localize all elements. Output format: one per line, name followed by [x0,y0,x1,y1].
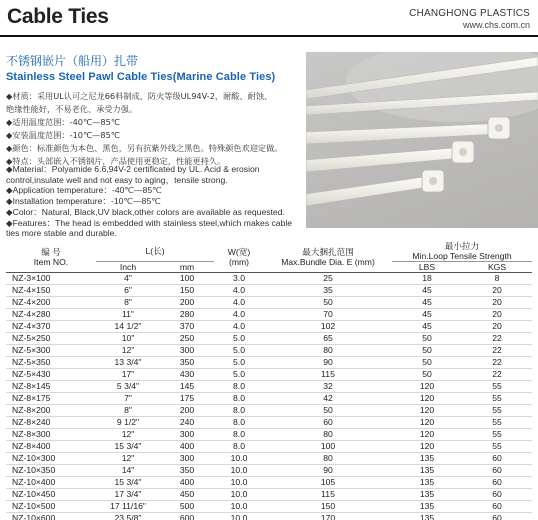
cell-bundle: 35 [264,285,392,297]
cell-item: NZ-10×300 [6,453,96,465]
cell-item: NZ-10×350 [6,465,96,477]
feature-cn-item: ◆适用温度范围：-40℃—85℃ [6,117,120,128]
header-lbs: LBS [392,262,462,273]
product-title-cn: 不锈钢嵌片（船用）扎带 [6,54,139,68]
feature-cn-item: 绝缘性能好，不易老化、承受力强。 [6,104,138,115]
feature-en-item: ◆Installation temperature：-10℃—85℃ [6,196,161,207]
cell-lbs: 135 [392,465,462,477]
table-row [6,453,532,465]
cell-inch: 11" [96,309,160,321]
header-bundle [264,241,392,273]
cell-item: NZ-3×100 [6,273,96,285]
header-kgs: KGS [462,262,532,273]
cell-mm: 350 [160,357,214,369]
cell-mm: 400 [160,477,214,489]
features-cn [6,90,306,169]
cell-mm: 350 [160,465,214,477]
cell-lbs: 135 [392,501,462,513]
header-bundle-en: Max.Bundle Dia. E (mm) [281,256,375,267]
cell-kgs: 22 [462,333,532,345]
cell-mm: 370 [160,321,214,333]
cell-kgs: 55 [462,393,532,405]
cell-kgs: 60 [462,453,532,465]
cell-inch: 5 3/4" [96,381,160,393]
feature-en-item: ◆Material：Polyamide 6.6,94V-2 certificated by UL. Acid & erosion [6,164,260,174]
cell-mm: 200 [160,297,214,309]
cell-lbs: 120 [392,441,462,453]
cell-kgs: 20 [462,285,532,297]
cell-mm: 400 [160,441,214,453]
cell-width: 10.0 [214,501,264,513]
spec-table [6,241,532,520]
page-title: Cable Ties [7,5,109,28]
header-length: L(长) [145,246,165,256]
cell-item: NZ-4×370 [6,321,96,333]
feature-en-item: ◆Features：The head is embedded with stainless steel,which makes cable [6,217,293,228]
header-tensile-cn: 最小拉力 [444,241,480,251]
cell-kgs: 20 [462,297,532,309]
cell-kgs: 22 [462,357,532,369]
table-row [6,441,532,453]
cell-mm: 300 [160,345,214,357]
cell-bundle: 25 [264,273,392,285]
cell-bundle: 102 [264,321,392,333]
cell-item: NZ-8×175 [6,393,96,405]
header-width [214,241,264,273]
cell-inch: 10" [96,333,160,345]
header-item-en: Item NO. [33,256,69,267]
feature-en-item: control,insulate well and not easy to aging，tensile strong. [6,174,228,185]
company-website: www.chs.com.cn [462,20,530,30]
cell-lbs: 50 [392,357,462,369]
cell-inch: 14 1/2" [96,321,160,333]
cell-inch: 4" [96,273,160,285]
table-row [6,273,532,285]
cell-inch: 15 3/4" [96,441,160,453]
cell-lbs: 120 [392,405,462,417]
cell-lbs: 135 [392,489,462,501]
cell-width: 10.0 [214,489,264,501]
header-inch: Inch [96,262,160,273]
cell-bundle: 80 [264,453,392,465]
cable-ties-product-photo-icon [306,52,538,228]
feature-cn-item: ◆颜色：标准颜色为本色、黑色，另有抗紫外线之黑色。特殊颜色欢迎定做。 [6,143,283,154]
cell-width: 4.0 [214,321,264,333]
cell-bundle: 100 [264,441,392,453]
cell-item: NZ-8×240 [6,417,96,429]
table-row [6,333,532,345]
cell-item: NZ-5×430 [6,369,96,381]
cell-bundle: 50 [264,405,392,417]
cell-inch: 14" [96,465,160,477]
feature-cn-item: ◆安装温度范围：-10℃—85℃ [6,130,120,141]
table-row [6,369,532,381]
cell-mm: 200 [160,405,214,417]
cell-width: 10.0 [214,453,264,465]
table-row [6,321,532,333]
cell-lbs: 45 [392,285,462,297]
product-title-en: Stainless Steel Pawl Cable Ties(Marine Cable Ties) [6,71,276,83]
cell-kgs: 55 [462,405,532,417]
header-item [6,241,96,273]
cell-width: 8.0 [214,393,264,405]
cell-bundle: 80 [264,429,392,441]
header-rule [0,35,538,37]
cell-mm: 430 [160,369,214,381]
cell-bundle: 150 [264,501,392,513]
cell-lbs: 135 [392,477,462,489]
cell-kgs: 60 [462,489,532,501]
cell-width: 8.0 [214,429,264,441]
cell-item: NZ-8×300 [6,429,96,441]
cell-mm: 100 [160,273,214,285]
cell-item: NZ-10×600 [6,513,96,520]
cell-lbs: 135 [392,453,462,465]
cell-bundle: 32 [264,381,392,393]
cell-mm: 150 [160,285,214,297]
cell-kgs: 22 [462,369,532,381]
header-width-unit: (mm) [228,256,250,267]
cell-mm: 240 [160,417,214,429]
cable-ties-photo [306,52,538,228]
cell-item: NZ-4×200 [6,297,96,309]
cell-inch: 9 1/2" [96,417,160,429]
cell-mm: 145 [160,381,214,393]
cell-inch: 7" [96,393,160,405]
cell-kgs: 60 [462,465,532,477]
cell-kgs: 55 [462,381,532,393]
cell-width: 10.0 [214,465,264,477]
cell-kgs: 8 [462,273,532,285]
cell-bundle: 50 [264,297,392,309]
cell-lbs: 45 [392,321,462,333]
header-width-cn: W(宽) [227,246,251,257]
cell-inch: 23 5/8" [96,513,160,520]
cell-width: 5.0 [214,369,264,381]
cell-item: NZ-8×200 [6,405,96,417]
brand-block [409,8,530,30]
cell-inch: 12" [96,345,160,357]
cell-inch: 13 3/4" [96,357,160,369]
header-tensile-en: Min.Loop Tensile Strength [412,251,512,261]
cell-kgs: 20 [462,309,532,321]
cell-lbs: 50 [392,369,462,381]
cell-bundle: 90 [264,357,392,369]
cell-mm: 175 [160,393,214,405]
cell-lbs: 50 [392,333,462,345]
header-item-cn: 编 号 [41,246,61,257]
table-row [6,393,532,405]
cell-item: NZ-8×400 [6,441,96,453]
cell-item: NZ-5×250 [6,333,96,345]
feature-en-item: ◆Color：Natural, Black,UV black,other colors are available as requested. [6,206,285,217]
cell-kgs: 60 [462,477,532,489]
cell-width: 5.0 [214,333,264,345]
cell-inch: 15 3/4" [96,477,160,489]
cell-width: 10.0 [214,513,264,520]
cell-bundle: 115 [264,369,392,381]
cell-width: 10.0 [214,477,264,489]
feature-cn-item: ◆特点：头部嵌入不锈钢片，产品使用更稳定，性能更持久。 [6,156,226,167]
cell-item: NZ-5×350 [6,357,96,369]
cell-lbs: 120 [392,429,462,441]
cell-lbs: 120 [392,381,462,393]
cell-item: NZ-4×280 [6,309,96,321]
cell-kgs: 55 [462,441,532,453]
cell-mm: 600 [160,513,214,520]
company-name: CHANGHONG PLASTICS [409,8,530,19]
cell-width: 8.0 [214,381,264,393]
cell-width: 8.0 [214,405,264,417]
feature-cn-item: ◆材质：采用UL认可之尼龙66料制成，防火等级UL94V-2，耐酸、耐蚀、 [6,91,273,101]
cell-kgs: 60 [462,513,532,520]
table-row [6,345,532,357]
cell-kgs: 60 [462,501,532,513]
cell-bundle: 80 [264,345,392,357]
cell-bundle: 115 [264,489,392,501]
cell-lbs: 120 [392,393,462,405]
cell-width: 5.0 [214,357,264,369]
cell-mm: 500 [160,501,214,513]
cell-bundle: 105 [264,477,392,489]
cell-bundle: 42 [264,393,392,405]
cell-item: NZ-10×400 [6,477,96,489]
table-row [6,357,532,369]
cell-inch: 17 11/16" [96,501,160,513]
cell-kgs: 22 [462,345,532,357]
feature-en-item: ties more stable and durable. [6,228,117,239]
spec-table-body [6,273,532,520]
cell-width: 8.0 [214,441,264,453]
cell-mm: 280 [160,309,214,321]
cell-kgs: 20 [462,321,532,333]
cell-item: NZ-8×145 [6,381,96,393]
cell-bundle: 60 [264,417,392,429]
cell-width: 4.0 [214,285,264,297]
cell-kgs: 55 [462,429,532,441]
cell-width: 5.0 [214,345,264,357]
cell-lbs: 135 [392,513,462,520]
table-row [6,429,532,441]
table-row [6,489,532,501]
cell-width: 8.0 [214,417,264,429]
cell-item: NZ-10×450 [6,489,96,501]
cell-mm: 450 [160,489,214,501]
page-header [0,0,538,38]
cell-mm: 300 [160,453,214,465]
cell-inch: 12" [96,453,160,465]
cell-lbs: 50 [392,345,462,357]
cell-inch: 17 3/4" [96,489,160,501]
table-row [6,513,532,520]
table-row [6,465,532,477]
cell-inch: 8" [96,405,160,417]
cell-kgs: 55 [462,417,532,429]
cell-lbs: 18 [392,273,462,285]
cell-lbs: 45 [392,297,462,309]
features-en [6,164,306,239]
header-bundle-cn: 最大捆扎范围 [302,246,354,257]
cell-width: 4.0 [214,297,264,309]
header-mm: mm [160,262,214,273]
table-row [6,501,532,513]
cell-mm: 250 [160,333,214,345]
cell-mm: 300 [160,429,214,441]
table-row [6,381,532,393]
cell-item: NZ-10×500 [6,501,96,513]
table-row [6,297,532,309]
table-row [6,309,532,321]
cell-item: NZ-5×300 [6,345,96,357]
cell-item: NZ-4×150 [6,285,96,297]
table-row [6,405,532,417]
cell-lbs: 45 [392,309,462,321]
cell-inch: 6" [96,285,160,297]
feature-en-item: ◆Application temperature：-40℃—85℃ [6,185,162,196]
cell-width: 4.0 [214,309,264,321]
cell-width: 3.0 [214,273,264,285]
cell-bundle: 70 [264,309,392,321]
header-tensile [392,241,532,262]
table-row [6,285,532,297]
cell-lbs: 120 [392,417,462,429]
table-row [6,477,532,489]
cell-bundle: 65 [264,333,392,345]
cell-inch: 17" [96,369,160,381]
cell-inch: 8" [96,297,160,309]
table-row [6,417,532,429]
cell-bundle: 170 [264,513,392,520]
cell-bundle: 90 [264,465,392,477]
cell-inch: 12" [96,429,160,441]
